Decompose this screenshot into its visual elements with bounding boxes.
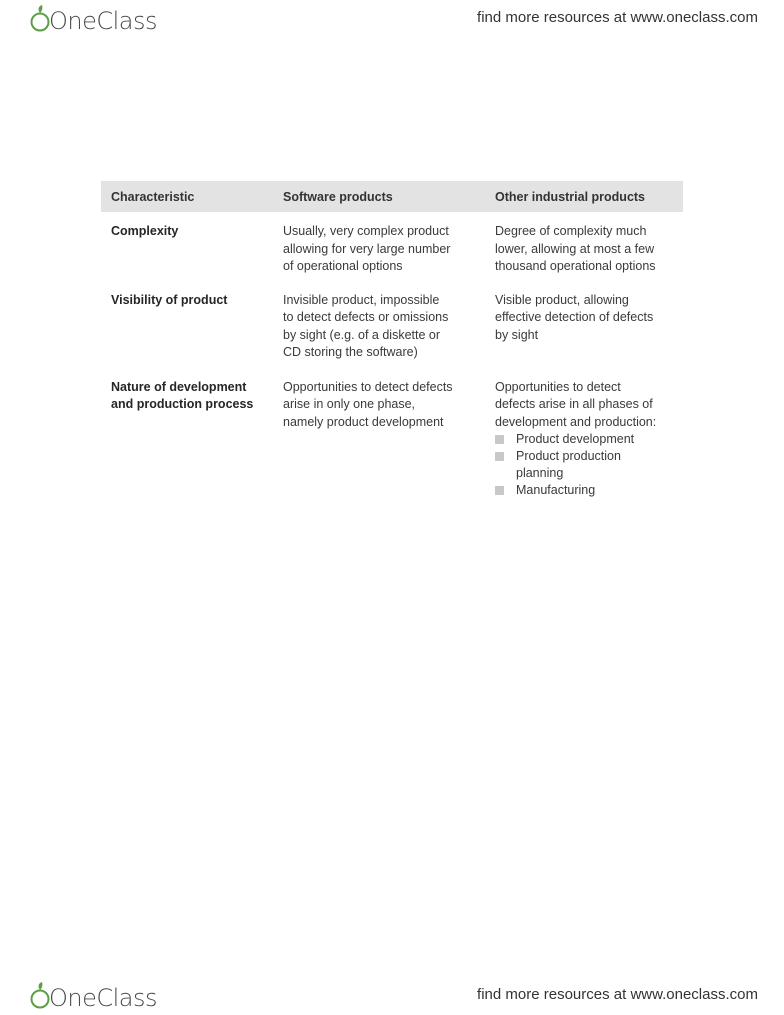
row-characteristic: Nature of development and production process (111, 379, 254, 411)
table-row (101, 223, 683, 276)
oneclass-logo-top[interactable] (29, 3, 157, 33)
column-header-other: Other industrial products (495, 189, 646, 204)
table-row (101, 292, 683, 362)
table-row (101, 379, 683, 500)
logo-text: OneClass (49, 7, 158, 35)
oneclass-leaf-icon (29, 5, 51, 33)
oneclass-leaf-icon (29, 982, 51, 1010)
row-other-cell: Degree of complexity much lower, allowing at most a few thousand operational options (495, 224, 656, 273)
list-item (495, 482, 683, 499)
square-bullet-icon (495, 435, 504, 444)
bullet-text: Manufacturing (516, 483, 596, 497)
row-software-cell: Opportunities to detect defects arise in only one phase, namely product development (283, 379, 453, 429)
table-header-row (101, 181, 683, 212)
row-software-cell: Usually, very complex product allowing for very large number of operational options (283, 224, 451, 273)
list-item (495, 431, 683, 448)
row-other-cell (485, 379, 683, 500)
resources-link-top[interactable]: find more resources at www.oneclass.com (477, 9, 758, 26)
comparison-table (101, 181, 683, 499)
resources-link-bottom[interactable]: find more resources at www.oneclass.com (477, 986, 758, 1003)
row-other-cell: Visible product, allowing effective detection of defects by sight (495, 292, 654, 342)
list-item (495, 448, 683, 482)
column-header-software: Software products (283, 189, 393, 204)
row-other-intro: Opportunities to detect defects arise in all phases of development and production: (495, 379, 657, 429)
row-characteristic: Complexity (111, 224, 179, 238)
logo-text: OneClass (49, 984, 158, 1012)
square-bullet-icon (495, 486, 504, 495)
phase-bullet-list (495, 431, 683, 499)
bullet-text: Product production planning (516, 449, 621, 480)
row-software-cell: Invisible product, impossible to detect defects or omissions by sight (e.g. of a diskette or CD storing the software) (283, 292, 449, 359)
oneclass-logo-bottom[interactable] (29, 980, 157, 1010)
column-header-characteristic: Characteristic (111, 189, 195, 204)
bullet-text: Product development (516, 432, 635, 446)
square-bullet-icon (495, 452, 504, 461)
row-characteristic: Visibility of product (111, 292, 228, 307)
